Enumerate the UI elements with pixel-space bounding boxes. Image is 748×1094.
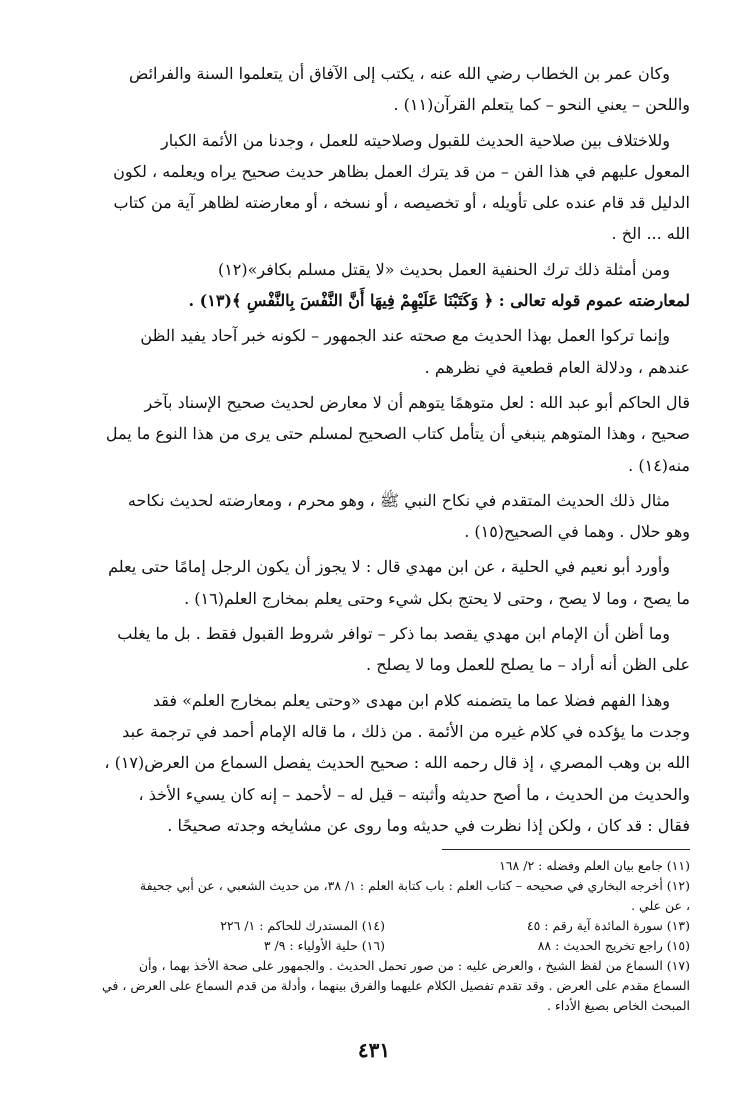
text-line: فقال : قد كان ، ولكن إذا نظرت في حديثه وما روى عن مشايخه وجدته صحيحًا . [167,815,690,835]
text-line: وكان عمر بن الخطاب رضي الله عنه ، يكتب إلى الآفاق أن يتعلموا السنة والفرائض [128,64,670,83]
text-line: عندهم ، ودلالة العام قطعية في نظرهم . [424,357,690,377]
text-line: مثال ذلك الحديث المتقدم في نكاح النبي ﷺ ، وهو محرم ، ومعارضته لحديث نكاحه [127,490,670,510]
text-line: واللحن – يعني النحو – كما يتعلم القرآن(١١) . [393,95,690,115]
footnote-16: (١٦) حلية الأولياء : ٩/ ٣ [263,938,385,954]
page-number: ٤٣١ [357,1038,391,1062]
footnote-11: (١١) جامع بيان العلم وفضله : ٢/ ١٦٨ [499,858,690,874]
text-line: الله بن وهب المصري ، إذ قال رحمه الله : صحيح الحديث يفصل السماع من العرض(١٧) ، [104,753,690,773]
text-line: ما يصح ، وما لا يصح ، وحتى لا يحتج بكل شيء وحتى يعلم بمخارج العلم(١٦) . [184,588,690,608]
main-text [80,58,690,841]
paragraph-2 [80,125,690,250]
text-line: الله ... الخ . [611,224,690,244]
text-line: والحديث من الحديث ، ما أصح حديثه وأثبته – قيل له – لأحمد – إنه كان يسيء الأخذ ، [138,784,690,804]
text-line: الدليل قد قام عنده على تأويله ، أو تخصيصه ، أو نسخه ، أو معارضته لظاهر آية من كتاب [113,193,690,213]
text-line: ومن أمثلة ذلك ترك الحنفية العمل بحديث «لا يقتل مسلم بكافر»(١٢) [217,259,670,279]
footnote-15: (١٥) راجع تخريج الحديث : ٨٨ [537,938,690,954]
footnote-17: (١٧) السماع من لفظ الشيخ ، والعرض عليه : من صور تحمل الحديث . والجمهور على صحة الأخذ بهما ، وأن [138,958,690,974]
footnote-14: (١٤) المستدرك للحاكم : ١/ ٢٢٦ [220,918,385,934]
footnote-row [80,916,690,936]
footnote-row [80,936,690,956]
quran-verse-line: لمعارضته عموم قوله تعالى : ﴿ وَكَتَبْنَا عَلَيْهِمْ فِيهَا أَنَّ النَّفْسَ بِالنَّفْسِ ﴾(١٣) . [188,291,690,311]
paragraph-5 [80,387,690,481]
footnotes [80,856,690,1016]
text-line: منه(١٤) . [628,455,690,475]
text-line: المعول عليهم في هذا الفن – من قد يترك العمل بظاهر حديث صحيح يراه ويعلمه ، لكون [113,161,690,181]
footnote-17-end: المبحث الخاص بصيغ الأداء . [546,998,690,1014]
footnote-17-continued: السماع مقدم على العرض . وقد تقدم تفصيل الكلام عليهما والفرق بينهما ، وأدلة من قدم السماع على العرض ، في [102,978,690,994]
paragraph-7 [80,551,690,614]
footnote-12-continued: ، عن علي . [631,898,690,914]
text-line: وما أظن أن الإمام ابن مهدي يقصد بما ذكر – توافر شروط القبول فقط . بل ما يغلب [117,624,670,644]
paragraph-3 [80,254,690,317]
paragraph-4 [80,320,690,383]
footnote-separator [442,849,690,850]
text-line: صحيح ، وهذا المتوهم ينبغي أن يتأمل كتاب الصحيح لمسلم حتى يرى من هذا النوع ما يمل [105,424,690,444]
text-line: على الظن أنه أراد – ما يصلح للعمل وما لا يصلح . [366,655,690,675]
footnote-13: (١٣) سورة المائدة آية رقم : ٤٥ [526,918,690,934]
text-line: وأورد أبو نعيم في الحلية ، عن ابن مهدي قال : لا يجوز أن يكون الرجل إمامًا حتى يعلم [108,557,670,577]
paragraph-6 [80,485,690,548]
paragraph-9 [80,685,690,841]
text-line: وجدت ما يؤكده في كلام غيره من الأئمة . من ذلك ، ما قاله الإمام أحمد في ترجمة عبد [122,721,690,741]
text-line: وللاختلاف بين صلاحية الحديث للقبول وصلاحيته للعمل ، وجدنا من الأئمة الكبار [161,130,670,150]
paragraph-8 [80,618,690,681]
footnote-12: (١٢) أخرجه البخاري في صحيحه – كتاب العلم : باب كتابة العلم : ١/ ٣٨، من حديث الشعبي ، عن أبي جحيفة [139,878,690,894]
text-line: وهذا الفهم فضلا عما ما يتضمنه كلام ابن مهدى «وحتى يعلم بمخارج العلم» فقد [152,690,670,710]
text-line: قال الحاكم أبو عبد الله : لعل متوهمًا يتوهم أن لا معارض لحديث صحيح الإسناد بآخر [144,392,690,412]
paragraph-1 [80,58,690,121]
text-line: وهو حلال . وهما في الصحيح(١٥) . [464,522,690,542]
text-line: وإنما تركوا العمل بهذا الحديث مع صحته عند الجمهور – لكونه خبر آحاد يفيد الظن [140,326,670,346]
